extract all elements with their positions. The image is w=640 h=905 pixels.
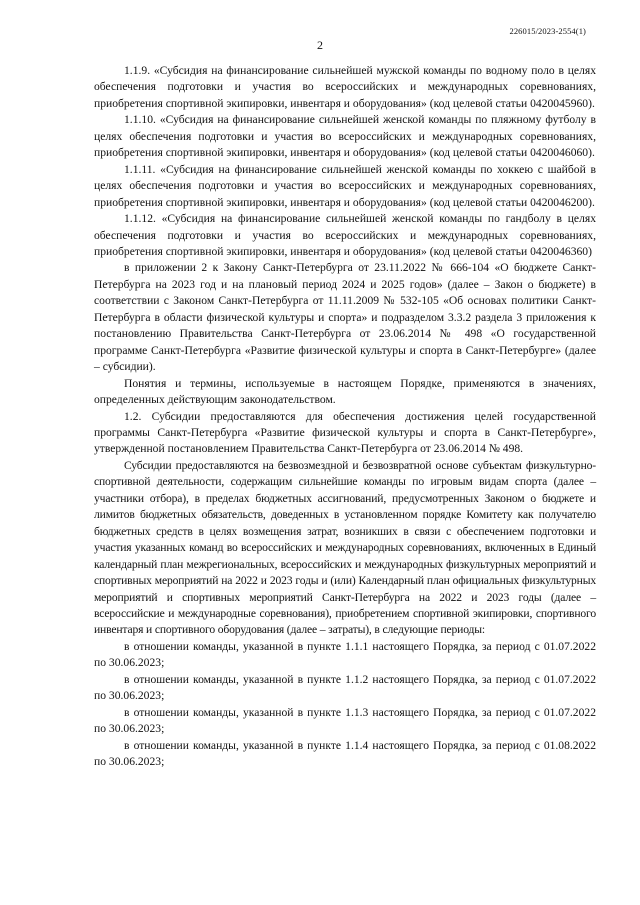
document-body xyxy=(94,63,596,770)
paragraph-subsidy-1-1-10: 1.1.10. «Субсидия на финансирование сильнейшей женской команды по пляжному футболу в целях обеспечения подготовки и участия во всероссийских и международных соревнованиях, приобретения спортивной экипировки, инвентаря и оборудования» (код целевой статьи 0420046060). xyxy=(94,113,596,160)
paragraph-subsidy-1-1-9: 1.1.9. «Субсидия на финансирование сильнейшей мужской команды по водному поло в целях обеспечения подготовки и участия во всероссийских и международных соревнованиях, приобретения спортивной экипировки, инвентаря и оборудования» (код целевой статьи 0420045960). xyxy=(94,64,596,110)
paragraph-subsidy-1-1-11: 1.1.11. «Субсидия на финансирование сильнейшей женской команды по хоккею с шайбой в целях обеспечения подготовки и участия во всероссийских и международных соревнованиях, приобретения спортивной экипировки, инвентаря и оборудования» (код целевой статьи 0420046200). xyxy=(94,162,596,209)
page-number: 2 xyxy=(317,38,323,52)
paragraph-terms-definition: Понятия и термины, используемые в настоящем Порядке, применяются в значениях, определенных действующим законодательством. xyxy=(94,376,596,407)
paragraph-period-team-1-1-4: в отношении команды, указанной в пункте 1.1.4 настоящего Порядка, за период с 01.08.2022 по 30.06.2023; xyxy=(94,738,596,769)
paragraph-period-team-1-1-1: в отношении команды, указанной в пункте 1.1.1 настоящего Порядка, за период с 01.07.2022 по 30.06.2023; xyxy=(94,639,596,670)
paragraph-budget-law-reference: в приложении 2 к Закону Санкт-Петербурга от 23.11.2022 № 666-104 «О бюджете Санкт-Петербурга на 2023 год и на плановый период 2024 и 2025 годов» (далее – Закон о бюджете) в соответствии с Законом Санкт-Петербурга от 11.11.2009 № 532-105 «Об основах политики Санкт-Петербурга в области физической культуры и спорта» и подразделом 3.3.2 раздела 3 приложения к постановлению Правительства Санкт-Петербурга от 23.06.2014 № 498 «О государственной программе Санкт-Петербурга «Развитие физической культуры и спорта в Санкт-Петербурге» (далее – субсидии). xyxy=(94,261,596,374)
paragraph-1-2-purpose: 1.2. Субсидии предоставляются для обеспечения достижения целей государственной программы Санкт-Петербурга «Развитие физической культуры и спорта в Санкт-Петербурге», утвержденной постановлением Правительства Санкт-Петербурга от 23.06.2014 № 498. xyxy=(94,409,596,456)
paragraph-subsidy-1-1-12: 1.1.12. «Субсидия на финансирование сильнейшей женской команды по гандболу в целях обеспечения подготовки и участия во всероссийских и международных соревнованиях, приобретения спортивной экипировки, инвентаря и оборудования» (код целевой статьи 0420046360) xyxy=(94,212,596,258)
document-registration-number: 226015/2023-2554(1) xyxy=(509,26,586,36)
paragraph-subsidy-conditions: Субсидии предоставляются на безвозмездной и безвозвратной основе субъектам физкультурно-спортивной деятельности, содержащим сильнейшие команды по игровым видам спорта (далее – участники отбора), в пределах бюджетных ассигнований, предусмотренных Законом о бюджете и лимитов бюджетных обязательств, доведенных в установленном порядке Комитету как получателю бюджетных средств в целях возмещения затрат, возникших в связи с обеспечением подготовки и участия указанных команд во всероссийских и международных соревнованиях, включенных в Единый календарный план межрегиональных, всероссийских и международных физкультурных мероприятий и спортивных мероприятий на 2022 и 2023 годы и (или) Календарный план официальных физкультурных мероприятий и спортивных мероприятий Санкт-Петербурга на 2022 и 2023 годы (далее – всероссийские и международные соревнования), приобретением спортивной экипировки, спортивного инвентаря и спортивного оборудования (далее – затраты), в следующие периоды: xyxy=(94,458,596,637)
paragraph-period-team-1-1-2: в отношении команды, указанной в пункте 1.1.2 настоящего Порядка, за период с 01.07.2022 по 30.06.2023; xyxy=(94,672,596,703)
paragraph-period-team-1-1-3: в отношении команды, указанной в пункте 1.1.3 настоящего Порядка, за период с 01.07.2022 по 30.06.2023; xyxy=(94,705,596,736)
